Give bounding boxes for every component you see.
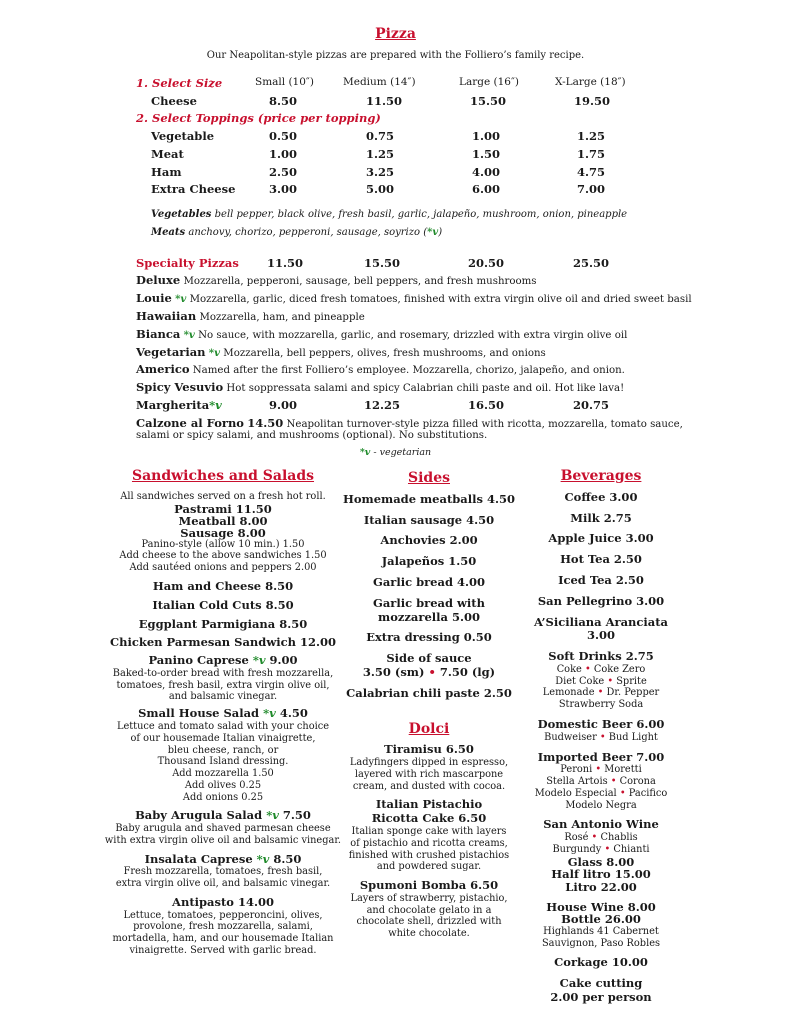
specialty-price-xlarge: 25.50 bbox=[573, 256, 610, 270]
cheese-price-large: 15.50 bbox=[470, 94, 507, 108]
menu-desc: Lettuce, tomatoes, pepperoncini, olives, bbox=[123, 909, 323, 921]
toppings-header-row bbox=[0, 111, 791, 127]
menu-item bbox=[100, 809, 346, 823]
menu-item bbox=[100, 707, 346, 721]
menu-desc: tomatoes, fresh basil, extra virgin olive oil, bbox=[116, 679, 330, 691]
topping-row bbox=[0, 129, 791, 145]
menu-item: Meatball 8.00 bbox=[178, 513, 268, 528]
menu-item: 3.50 (sm) • 7.50 (lg) bbox=[362, 664, 496, 679]
menu-item: Anchovies 2.00 bbox=[380, 533, 478, 548]
menu-desc: provolone, fresh mozzarella, salami, bbox=[133, 921, 313, 933]
menu-item: Ricotta Cake 6.50 bbox=[371, 811, 487, 826]
menu-note: Add onions 0.25 bbox=[182, 791, 264, 803]
size-xlarge: X-Large (18″) bbox=[555, 76, 626, 88]
menu-desc: Layers of strawberry, pistachio, bbox=[350, 892, 508, 904]
menu-desc: Sauvignon, Paso Robles bbox=[541, 937, 661, 949]
specialty-name: Deluxe bbox=[136, 273, 181, 287]
item-price: 4.50 bbox=[279, 706, 308, 721]
menu-item: Cake cutting bbox=[559, 976, 643, 991]
size-header-row bbox=[0, 76, 791, 92]
topping-price: 4.75 bbox=[577, 165, 606, 179]
beverages-title: Beverages bbox=[560, 468, 642, 484]
drink-name: Budweiser bbox=[544, 731, 597, 743]
menu-item: Sausage 8.00 bbox=[180, 525, 266, 540]
drink-name: Coke bbox=[556, 663, 582, 675]
drink-name: Lemonade bbox=[542, 687, 595, 699]
menu-item: Bottle 26.00 bbox=[561, 912, 641, 927]
specialty-pizza bbox=[136, 273, 537, 287]
dolci-title: Dolci bbox=[408, 720, 450, 737]
topping-row bbox=[0, 147, 791, 163]
menu-item: Garlic bread with bbox=[373, 595, 485, 610]
drink-name: Chianti bbox=[613, 843, 650, 855]
vegetarian-mark: *v bbox=[427, 227, 439, 238]
drink-list: Modelo Especial • Pacifico bbox=[534, 787, 668, 799]
menu-item: Iced Tea 2.50 bbox=[558, 572, 644, 587]
menu-desc: white chocolate. bbox=[388, 928, 470, 940]
vegetarian-mark: *v bbox=[359, 447, 371, 458]
specialty-name: Spicy Vesuvio bbox=[136, 380, 224, 394]
specialty-price-small: 11.50 bbox=[267, 256, 304, 270]
margherita-price-medium: 12.25 bbox=[364, 398, 401, 412]
meats-label: Meats bbox=[151, 227, 186, 238]
topping-price: 0.75 bbox=[366, 129, 395, 143]
item-price: 9.00 bbox=[269, 653, 298, 668]
cheese-price-small: 8.50 bbox=[269, 94, 298, 108]
menu-desc: extra virgin olive oil, and balsamic vinegar. bbox=[115, 878, 331, 890]
drink-name: Coke Zero bbox=[593, 663, 646, 675]
topping-row bbox=[0, 182, 791, 198]
menu-item: Eggplant Parmigiana 8.50 bbox=[138, 616, 308, 631]
menu-note: Add cheese to the above sandwiches 1.50 bbox=[119, 550, 327, 562]
calzone-desc: Neapolitan turnover-style pizza filled with ricotta, mozzarella, tomato sauce, bbox=[286, 419, 683, 430]
margherita-row bbox=[0, 398, 791, 414]
item-name: Panino Caprese bbox=[148, 653, 249, 668]
meats-text: anchovy, chorizo, pepperoni, sausage, soyrizo ( bbox=[188, 227, 428, 238]
vegetarian-mark: *v bbox=[252, 653, 266, 668]
menu-item: San Antonio Wine bbox=[543, 817, 659, 832]
specialty-price-large: 20.50 bbox=[468, 256, 505, 270]
vegetarian-mark: *v bbox=[256, 851, 270, 866]
topping-price: 6.00 bbox=[472, 182, 501, 196]
drink-name: Dr. Pepper bbox=[606, 687, 660, 699]
menu-item: Soft Drinks 2.75 bbox=[548, 649, 654, 664]
size-small: Small (10″) bbox=[255, 76, 314, 88]
topping-price: 1.00 bbox=[472, 129, 501, 143]
sandwiches-note: All sandwiches served on a fresh hot roll. bbox=[120, 490, 326, 502]
menu-item: Chicken Parmesan Sandwich 12.00 bbox=[110, 635, 336, 650]
meats-text-end: ) bbox=[438, 227, 443, 238]
menu-item bbox=[100, 654, 346, 668]
cheese-label: Cheese bbox=[151, 94, 197, 108]
specialty-header-row bbox=[0, 256, 791, 272]
item-name: Small House Salad bbox=[138, 706, 260, 721]
drink-list: Burgundy • Chianti bbox=[552, 843, 650, 855]
menu-item: Imported Beer 7.00 bbox=[537, 749, 665, 764]
size-large: Large (16″) bbox=[459, 76, 520, 88]
menu-item: Spumoni Bomba 6.50 bbox=[359, 878, 499, 892]
topping-price: 1.25 bbox=[577, 129, 606, 143]
select-size-label: 1. Select Size bbox=[136, 76, 223, 90]
drink-name: Burgundy bbox=[552, 843, 602, 855]
menu-item: 2.00 per person bbox=[550, 989, 652, 1004]
menu-desc: of pistachio and ricotta creams, bbox=[350, 837, 508, 849]
vegetables-label: Vegetables bbox=[151, 209, 212, 220]
topping-price: 3.00 bbox=[269, 182, 298, 196]
cheese-price-xlarge: 19.50 bbox=[574, 94, 611, 108]
menu-desc: Lettuce and tomato salad with your choice bbox=[116, 721, 330, 733]
menu-item: Domestic Beer 6.00 bbox=[537, 716, 665, 731]
drink-name: Diet Coke bbox=[555, 675, 605, 687]
specialty-desc: Mozzarella, garlic, diced fresh tomatoes, finished with extra virgin olive oil and dried sweet basil bbox=[189, 294, 692, 305]
item-name: Insalata Caprese bbox=[144, 851, 253, 866]
calzone-name: Calzone al Forno bbox=[136, 416, 244, 430]
pizza-intro: Our Neapolitan-style pizzas are prepared with the Folliero’s family recipe. bbox=[206, 50, 585, 61]
menu-item: House Wine 8.00 bbox=[546, 899, 656, 914]
sides-section bbox=[340, 470, 518, 940]
calzone-price: 14.50 bbox=[247, 416, 284, 430]
cheese-price-medium: 11.50 bbox=[366, 94, 403, 108]
drink-list: Strawberry Soda bbox=[558, 699, 644, 711]
menu-desc: mortadella, ham, and our housemade Italian bbox=[112, 933, 334, 945]
drink-name: Bud Light bbox=[608, 731, 658, 743]
specialty-desc: Hot soppressata salami and spicy Calabrian chili paste and oil. Hot like lava! bbox=[226, 383, 625, 394]
topping-price: 1.00 bbox=[269, 147, 298, 161]
menu-desc: bleu cheese, ranch, or bbox=[167, 744, 279, 756]
menu-note: Panino-style (allow 10 min.) 1.50 bbox=[141, 538, 305, 550]
menu-item: Glass 8.00 bbox=[567, 854, 635, 869]
drink-list: Modelo Negra bbox=[565, 799, 637, 811]
sauce-large: 7.50 (lg) bbox=[439, 664, 496, 679]
calzone-item bbox=[136, 416, 683, 430]
specialty-desc: No sauce, with mozzarella, garlic, and rosemary, drizzled with extra virgin olive oil bbox=[198, 330, 628, 341]
sides-title: Sides bbox=[407, 470, 450, 486]
topping-price: 1.50 bbox=[472, 147, 501, 161]
menu-item: Pastrami 11.50 bbox=[174, 501, 272, 516]
menu-item: Jalapeños 1.50 bbox=[381, 554, 477, 569]
specialty-name: Louie bbox=[136, 291, 172, 305]
menu-note: Add olives 0.25 bbox=[184, 779, 262, 791]
menu-desc: Baked-to-order bread with fresh mozzarella, bbox=[112, 667, 334, 679]
menu-item: A’Siciliana Aranciata bbox=[534, 614, 668, 629]
specialty-name: Bianca bbox=[136, 327, 181, 341]
drink-name: Stella Artois bbox=[546, 776, 608, 788]
menu-item: Corkage 10.00 bbox=[554, 955, 648, 970]
menu-note: Add sautéed onions and peppers 2.00 bbox=[129, 562, 317, 574]
vegetables-list bbox=[151, 209, 627, 220]
drink-list: Stella Artois • Corona bbox=[546, 776, 656, 788]
menu-item: Half litro 15.00 bbox=[551, 867, 651, 882]
menu-item: Tiramisu 6.50 bbox=[384, 742, 474, 757]
menu-item: Italian Cold Cuts 8.50 bbox=[152, 597, 294, 612]
menu-item: Side of sauce bbox=[386, 651, 472, 666]
specialty-pizza bbox=[136, 291, 692, 305]
pizza-title: Pizza bbox=[375, 26, 416, 42]
drink-list: Lemonade • Dr. Pepper bbox=[542, 687, 660, 699]
specialty-pizza bbox=[136, 309, 365, 323]
topping-name: Meat bbox=[151, 147, 184, 161]
topping-row bbox=[0, 165, 791, 181]
menu-desc: and chocolate gelato in a bbox=[366, 904, 492, 916]
specialty-name: Vegetarian bbox=[136, 345, 206, 359]
vegetarian-mark: *v bbox=[263, 706, 276, 721]
menu-desc: and balsamic vinegar. bbox=[168, 691, 278, 703]
specialty-pizza bbox=[136, 327, 627, 341]
menu-desc: vinaigrette. Served with garlic bread. bbox=[129, 944, 317, 956]
drink-list: Budweiser • Bud Light bbox=[544, 731, 658, 743]
menu-desc: and powdered sugar. bbox=[376, 861, 482, 873]
menu-item: Litro 22.00 bbox=[565, 879, 637, 894]
vegetarian-legend bbox=[0, 447, 791, 458]
menu-item bbox=[100, 853, 346, 867]
menu-desc: Baby arugula and shaved parmesan cheese bbox=[115, 823, 331, 835]
vegetarian-mark: *v bbox=[266, 808, 279, 823]
margherita-price-small: 9.00 bbox=[269, 398, 298, 412]
drink-name: Rosé bbox=[564, 832, 589, 844]
topping-price: 0.50 bbox=[269, 129, 298, 143]
sauce-small: 3.50 (sm) bbox=[362, 664, 425, 679]
topping-price: 5.00 bbox=[366, 182, 395, 196]
drink-list: Coke • Coke Zero bbox=[556, 663, 646, 675]
drink-name: Corona bbox=[619, 776, 656, 788]
drink-name: Sprite bbox=[616, 675, 647, 687]
vegetarian-mark: *v bbox=[183, 329, 195, 341]
menu-desc: Italian sponge cake with layers bbox=[351, 826, 507, 837]
margherita-price-large: 16.50 bbox=[468, 398, 505, 412]
menu-item: Italian Pistachio bbox=[375, 797, 483, 812]
menu-desc: Fresh mozzarella, tomatoes, fresh basil, bbox=[123, 866, 323, 878]
menu-item: 3.00 bbox=[586, 628, 615, 643]
item-price: 7.50 bbox=[282, 808, 311, 823]
menu-desc: Highlands 41 Cabernet bbox=[543, 925, 659, 937]
drink-list: Rosé • Chablis bbox=[564, 832, 638, 844]
cheese-row bbox=[0, 94, 791, 110]
specialty-pizza bbox=[136, 362, 625, 376]
vegetarian-mark: *v bbox=[208, 347, 221, 359]
menu-desc: of our housemade Italian vinaigrette, bbox=[130, 732, 316, 744]
menu-item: Calabrian chili paste 2.50 bbox=[346, 685, 512, 700]
vegetables-text: bell pepper, black olive, fresh basil, garlic, jalapeño, mushroom, onion, pineapple bbox=[214, 209, 628, 220]
menu-item: Extra dressing 0.50 bbox=[366, 630, 492, 645]
specialty-price-medium: 15.50 bbox=[364, 256, 401, 270]
item-price: 8.50 bbox=[273, 851, 302, 866]
menu-item: Ham and Cheese 8.50 bbox=[152, 578, 294, 593]
drink-name: Chablis bbox=[600, 832, 638, 844]
vegetarian-legend-text: - vegetarian bbox=[373, 447, 432, 458]
menu-item: mozzarella 5.00 bbox=[378, 609, 480, 624]
margherita-name: Margherita bbox=[136, 398, 210, 412]
topping-price: 1.75 bbox=[577, 147, 606, 161]
drink-list: Diet Coke • Sprite bbox=[555, 675, 647, 687]
menu-item: Garlic bread 4.00 bbox=[373, 574, 485, 589]
select-toppings-label: 2. Select Toppings (price per topping) bbox=[136, 111, 381, 125]
menu-item: Coffee 3.00 bbox=[564, 489, 638, 504]
menu-item: San Pellegrino 3.00 bbox=[537, 593, 665, 608]
menu-desc: with extra virgin olive oil and balsamic vinegar. bbox=[104, 834, 342, 846]
sandwiches-title: Sandwiches and Salads bbox=[131, 468, 315, 484]
margherita-price-xlarge: 20.75 bbox=[573, 398, 610, 412]
drink-name: Modelo Especial bbox=[534, 787, 617, 799]
menu-desc: finished with crushed pistachios bbox=[348, 849, 510, 861]
menu-note: Add mozzarella 1.50 bbox=[172, 768, 274, 780]
drink-list: Peroni • Moretti bbox=[560, 764, 642, 776]
menu-item: Apple Juice 3.00 bbox=[548, 531, 654, 546]
topping-price: 4.00 bbox=[472, 165, 501, 179]
menu-item: Milk 2.75 bbox=[570, 510, 632, 525]
specialty-label: Specialty Pizzas bbox=[136, 256, 239, 270]
drink-name: Moretti bbox=[604, 764, 642, 776]
menu-item: Italian sausage 4.50 bbox=[363, 512, 495, 527]
menu-item: Homemade meatballs 4.50 bbox=[343, 491, 515, 506]
menu-desc: Thousand Island dressing. bbox=[157, 756, 289, 768]
menu-desc: cream, and dusted with cocoa. bbox=[352, 780, 506, 792]
drink-name: Pacifico bbox=[628, 787, 668, 799]
drink-name: Peroni bbox=[560, 764, 593, 776]
menu-item: Hot Tea 2.50 bbox=[560, 552, 642, 567]
topping-name: Ham bbox=[151, 165, 182, 179]
specialty-desc: Mozzarella, ham, and pineapple bbox=[199, 312, 365, 323]
size-medium: Medium (14″) bbox=[343, 76, 416, 88]
vegetarian-mark: *v bbox=[175, 293, 187, 305]
specialty-name: Hawaiian bbox=[136, 309, 197, 323]
specialty-desc: Named after the first Folliero’s employee. Mozzarella, chorizo, jalapeño, and onion. bbox=[192, 365, 625, 376]
specialty-desc: Mozzarella, pepperoni, sausage, bell peppers, and fresh mushrooms bbox=[183, 276, 537, 287]
menu-item: Antipasto 14.00 bbox=[172, 894, 274, 909]
topping-price: 2.50 bbox=[269, 165, 298, 179]
calzone-desc-2: salami or spicy salami, and mushrooms (optional). No substitutions. bbox=[136, 430, 488, 441]
item-name: Baby Arugula Salad bbox=[135, 808, 263, 823]
topping-price: 1.25 bbox=[366, 147, 395, 161]
beverages-section bbox=[526, 468, 676, 1005]
sandwiches-section bbox=[100, 468, 346, 957]
specialty-pizza bbox=[136, 345, 546, 359]
topping-name: Vegetable bbox=[151, 129, 215, 143]
specialty-pizza bbox=[136, 380, 624, 394]
specialty-name: Americo bbox=[136, 362, 190, 376]
topping-price: 7.00 bbox=[577, 182, 606, 196]
vegetarian-mark: *v bbox=[209, 398, 222, 412]
topping-price: 3.25 bbox=[366, 165, 395, 179]
menu-desc: layered with rich mascarpone bbox=[354, 768, 504, 780]
specialty-desc: Mozzarella, bell peppers, olives, fresh mushrooms, and onions bbox=[223, 348, 546, 359]
topping-name: Extra Cheese bbox=[151, 182, 236, 196]
menu-desc: Ladyfingers dipped in espresso, bbox=[349, 757, 509, 769]
meats-list bbox=[151, 227, 442, 238]
menu-desc: chocolate shell, drizzled with bbox=[356, 916, 502, 928]
